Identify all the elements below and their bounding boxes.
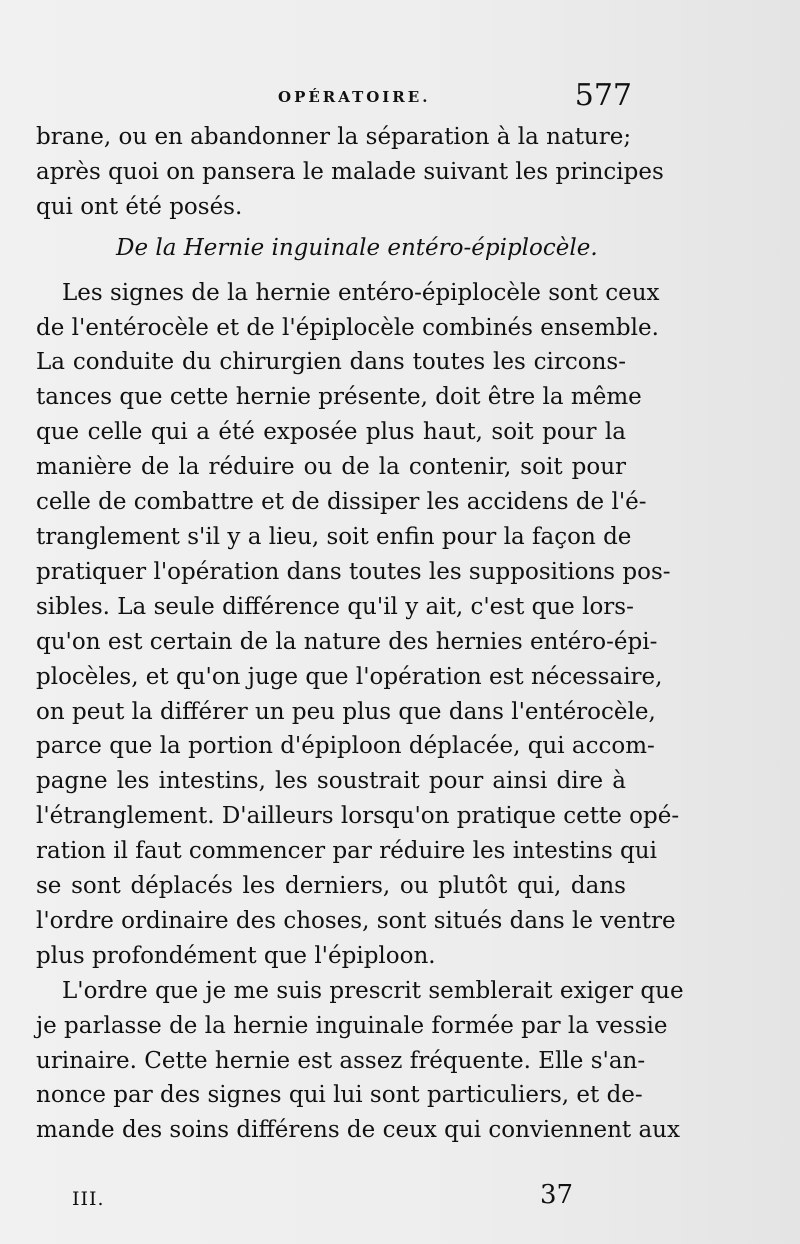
text-line: brane, ou en abandonner la séparation à la nature;: [36, 124, 632, 150]
text-line: l'ordre ordinaire des choses, sont situés dans le ventre: [36, 907, 676, 934]
body-text: [36, 120, 684, 1148]
text-line: sibles. La seule différence qu'il y ait, c'est que lors-: [36, 593, 634, 620]
text-line: celle de combattre et de dissiper les accidens de l'é-: [36, 489, 647, 516]
text-line: L'ordre que je me suis prescrit semblerait exiger que: [62, 977, 684, 1004]
text-line: pagne les intestins, les soustrait pour ainsi dire à: [36, 768, 626, 795]
text-line: après quoi on pansera le malade suivant les principes: [36, 158, 664, 185]
page-footer: [72, 1180, 632, 1220]
text-line: que celle qui a été exposée plus haut, soit pour la: [36, 419, 626, 446]
text-line: parce que la portion d'épiploon déplacée, qui accom-: [36, 733, 655, 760]
section-heading: De la Hernie inguinale entéro-épiplocèle.: [116, 234, 598, 261]
text-line: tances que cette hernie présente, doit être la même: [36, 384, 642, 411]
page-number: 577: [574, 78, 632, 113]
running-title: OPÉRATOIRE.: [278, 88, 431, 106]
text-line: ration il faut commencer par réduire les intestins qui: [36, 838, 657, 865]
text-line: qui ont été posés.: [36, 193, 243, 220]
running-header: [40, 78, 632, 118]
text-line: manière de la réduire ou de la contenir, soit pour: [36, 454, 626, 481]
text-line: je parlasse de la hernie inguinale formée par la vessie: [36, 1012, 668, 1039]
text-line: urinaire. Cette hernie est assez fréquente. Elle s'an-: [36, 1047, 646, 1074]
gathering-number: 37: [540, 1180, 574, 1210]
text-line: de l'entérocèle et de l'épiplocèle combinés ensemble.: [36, 314, 659, 341]
text-line: on peut la différer un peu plus que dans l'entérocèle,: [36, 698, 656, 725]
text-line: nonce par des signes qui lui sont particuliers, et de-: [36, 1082, 643, 1109]
text-line: mande des soins différens de ceux qui conviennent aux: [36, 1117, 680, 1144]
text-line: La conduite du chirurgien dans toutes les circons-: [36, 349, 626, 376]
text-line: Les signes de la hernie entéro-épiplocèle sont ceux: [62, 279, 660, 306]
text-line: se sont déplacés les derniers, ou plutôt qui, dans: [36, 873, 626, 900]
text-line: l'étranglement. D'ailleurs lorsqu'on pratique cette opé-: [36, 803, 680, 830]
text-line: qu'on est certain de la nature des hernies entéro-épi-: [36, 628, 658, 655]
text-line: plus profondément que l'épiploon.: [36, 942, 436, 969]
text-line: plocèles, et qu'on juge que l'opération est nécessaire,: [36, 663, 663, 690]
text-line: tranglement s'il y a lieu, soit enfin pour la façon de: [36, 523, 632, 550]
signature-mark: III.: [72, 1188, 105, 1210]
text-line: pratiquer l'opération dans toutes les suppositions pos-: [36, 558, 671, 585]
